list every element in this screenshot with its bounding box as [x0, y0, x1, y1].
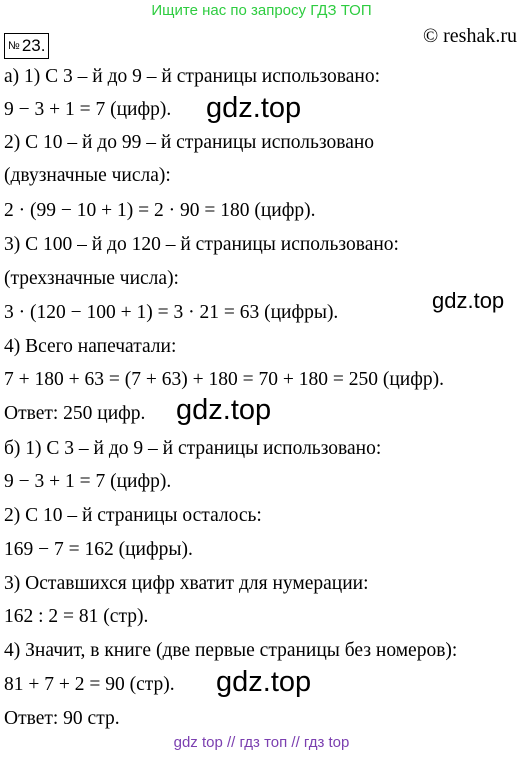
solution-line: б) 1) С 3 – й до 9 – й страницы использовано: [4, 438, 382, 459]
solution-line: 2) С 10 – й до 99 – й страницы использовано [4, 132, 375, 153]
copyright-text: © reshak.ru [422, 25, 517, 47]
answer-line: Ответ: 250 цифр. [4, 403, 146, 424]
exercise-number-value: 23. [21, 36, 46, 55]
top-banner: Ищите нас по запросу ГДЗ ТОП [151, 2, 372, 19]
solution-line: 2) С 10 – й страницы осталось: [4, 505, 262, 526]
exercise-number [4, 33, 49, 59]
solution-line: (двузначные числа): [4, 165, 171, 186]
solution-line: 4) Всего напечатали: [4, 336, 177, 357]
watermark: gdz.top [216, 666, 312, 698]
watermark: gdz.top [176, 394, 272, 426]
solution-line: 3) С 100 – й до 120 – й страницы использовано: [4, 234, 399, 255]
solution-line: (трехзначные числа): [4, 268, 179, 289]
watermark: gdz.top [432, 288, 505, 313]
solution-line: 9 − 3 + 1 = 7 (цифр). [4, 99, 172, 120]
solution-line: 7 + 180 + 63 = (7 + 63) + 180 = 70 + 180 = 250 (цифр). [4, 369, 444, 390]
solution-line: 81 + 7 + 2 = 90 (стр). [4, 674, 175, 695]
solution-line: а) 1) С 3 – й до 9 – й страницы использовано: [4, 66, 380, 87]
solution-line: 162 : 2 = 81 (стр). [4, 606, 149, 627]
solution-line: 2 · (99 − 10 + 1) = 2 · 90 = 180 (цифр). [4, 200, 316, 221]
solution-line: 3 · (120 − 100 + 1) = 3 · 21 = 63 (цифры). [4, 302, 339, 323]
footer-links: gdz top // гдз топ // гдз top [173, 734, 350, 751]
solution-line: 4) Значит, в книге (две первые страницы без номеров): [4, 640, 458, 661]
solution-line: 9 − 3 + 1 = 7 (цифр). [4, 471, 172, 492]
number-sign: № [8, 40, 20, 52]
solution-line: 169 − 7 = 162 (цифры). [4, 539, 193, 560]
watermark: gdz.top [206, 92, 302, 124]
answer-line: Ответ: 90 стр. [4, 708, 120, 729]
solution-line: 3) Оставшихся цифр хватит для нумерации: [4, 573, 369, 594]
